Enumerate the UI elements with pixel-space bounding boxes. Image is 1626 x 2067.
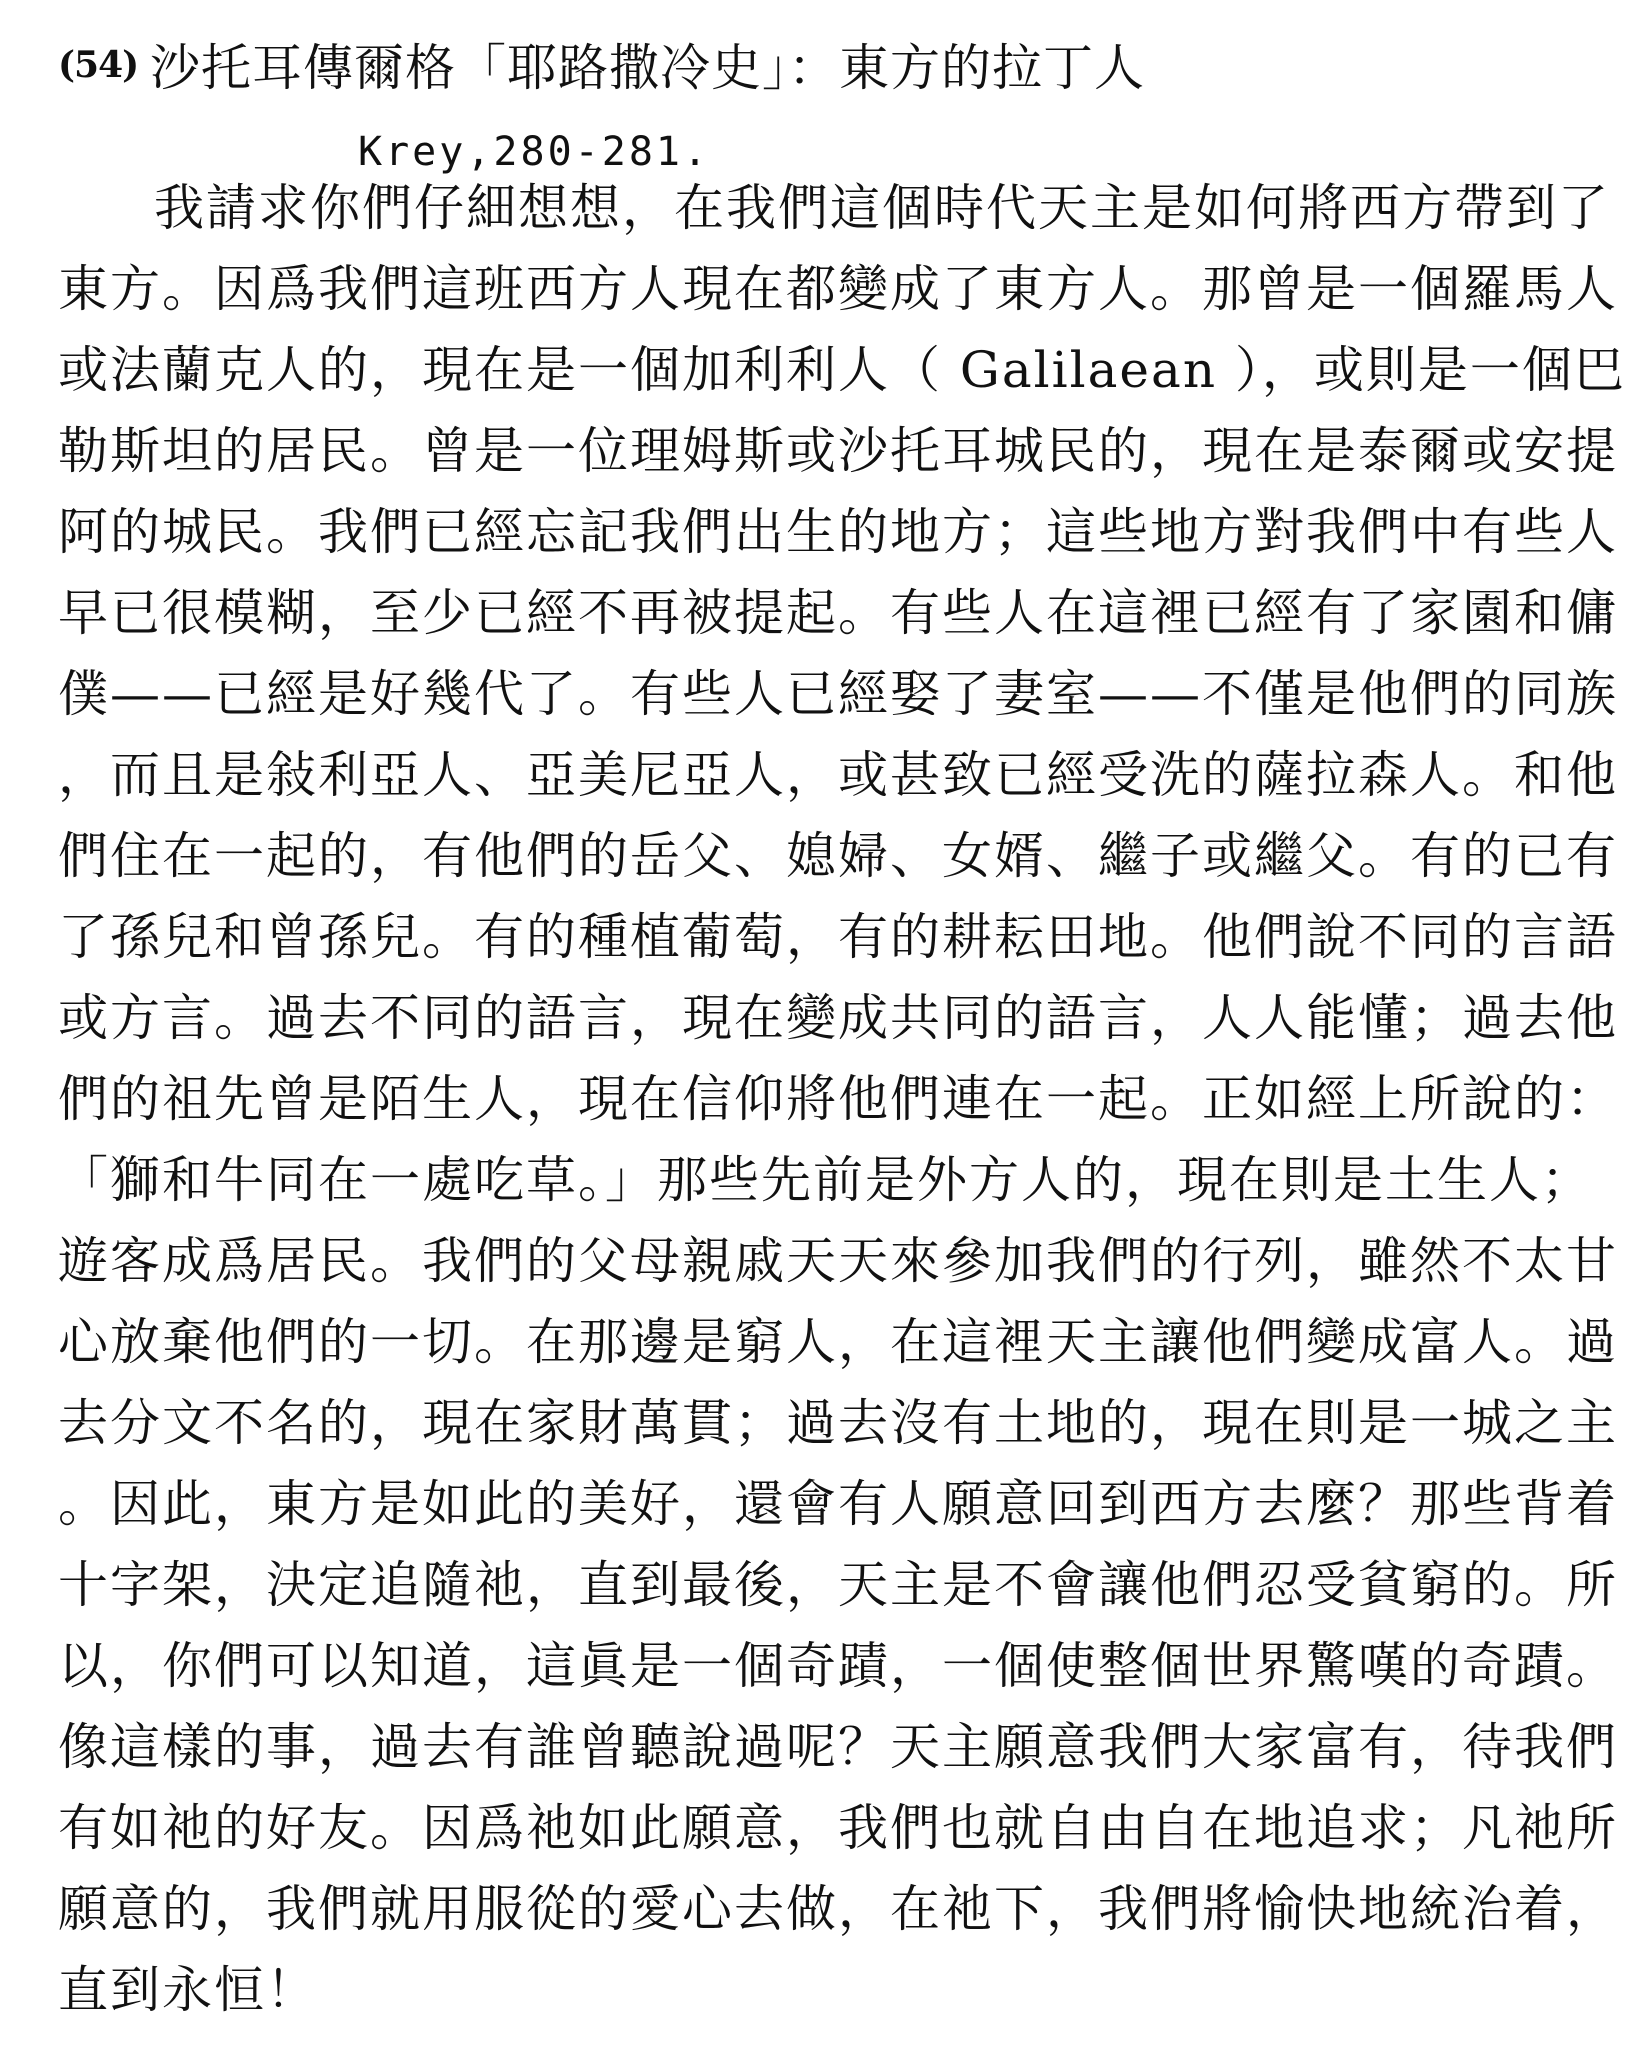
- text-line: 。因此，東方是如此的美好，還會有人願意回到西方去麼？那些背着: [58, 1475, 1618, 1533]
- note-number: (54): [58, 44, 139, 86]
- text-line: 有如祂的好友。因爲祂如此願意，我們也就自由自在地追求；凡祂所: [58, 1799, 1618, 1857]
- citation: Krey,280-281.: [358, 129, 711, 175]
- text-line: 勒斯坦的居民。曾是一位理姆斯或沙托耳城民的，現在是泰爾或安提: [58, 422, 1618, 480]
- text-line: 遊客成爲居民。我們的父母親戚天天來參加我們的行列，雖然不太甘: [58, 1232, 1618, 1290]
- text-line: 十字架，決定追隨祂，直到最後，天主是不會讓他們忍受貧窮的。所: [58, 1556, 1618, 1614]
- text-line: 或方言。過去不同的語言，現在變成共同的語言，人人能懂；過去他: [58, 989, 1618, 1047]
- text-line: 了孫兒和曾孫兒。有的種植葡萄，有的耕耘田地。他們說不同的言語: [58, 908, 1618, 966]
- text-line: 或法蘭克人的，現在是一個加利利人（ Galilaean ），或則是一個巴: [58, 341, 1626, 399]
- text-line: 我請求你們仔細想想，在我們這個時代天主是如何將西方帶到了: [154, 179, 1610, 237]
- text-line: 們住在一起的，有他們的岳父、媳婦、女婿、繼子或繼父。有的已有: [58, 827, 1618, 885]
- text-line: 們的祖先曾是陌生人，現在信仰將他們連在一起。正如經上所說的：: [58, 1070, 1618, 1128]
- text-line: 以，你們可以知道，這眞是一個奇蹟，一個使整個世界驚嘆的奇蹟。: [58, 1637, 1618, 1695]
- text-line: 東方。因爲我們這班西方人現在都變成了東方人。那曾是一個羅馬人: [58, 260, 1618, 318]
- text-line: 阿的城民。我們已經忘記我們出生的地方；這些地方對我們中有些人: [58, 503, 1618, 561]
- text-line: 早已很模糊，至少已經不再被提起。有些人在這裡已經有了家園和傭: [58, 584, 1618, 642]
- note-heading: [58, 30, 1438, 175]
- text-line: 直到永恒！: [58, 1961, 318, 2019]
- text-line: 去分文不名的，現在家財萬貫；過去沒有土地的，現在則是一城之主: [58, 1394, 1618, 1452]
- text-line: 僕——已經是好幾代了。有些人已經娶了妻室——不僅是他們的同族: [58, 665, 1618, 723]
- text-line: ，而且是敍利亞人、亞美尼亞人，或甚致已經受洗的薩拉森人。和他: [58, 746, 1618, 804]
- text-line: 願意的，我們就用服從的愛心去做，在祂下，我們將愉快地統治着，: [58, 1880, 1618, 1938]
- text-line: 心放棄他們的一切。在那邊是窮人，在這裡天主讓他們變成富人。過: [58, 1313, 1618, 1371]
- source-title: 沙托耳傳爾格「耶路撒冷史」：東方的拉丁人: [150, 39, 1145, 97]
- body-text: [58, 168, 1626, 2028]
- text-line: 像這樣的事，過去有誰曾聽說過呢？天主願意我們大家富有，待我們: [58, 1718, 1618, 1776]
- text-line: 「獅和牛同在一處吃草。」那些先前是外方人的，現在則是土生人；: [58, 1151, 1593, 1209]
